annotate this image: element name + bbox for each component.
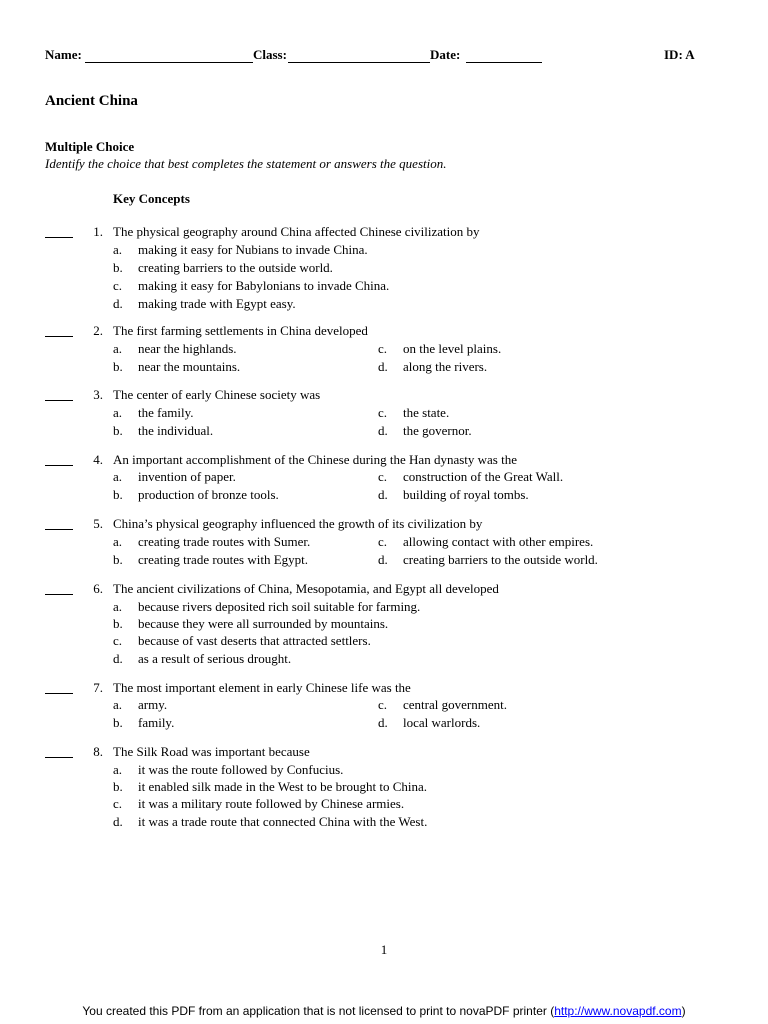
class-field-line[interactable] (288, 62, 430, 63)
date-field-line[interactable] (466, 62, 542, 63)
option-a: a. because rivers deposited rich soil suitable for farming. (113, 599, 421, 614)
option-b: b. family. (113, 715, 175, 730)
question-stem: The Silk Road was important because (113, 744, 310, 759)
question-stem: The most important element in early Chinese life was the (113, 680, 411, 695)
option-b: b. the individual. (113, 423, 214, 438)
question-stem: The ancient civilizations of China, Mesopotamia, and Egypt all developed (113, 581, 499, 596)
option-a: a. making it easy for Nubians to invade China. (113, 242, 368, 257)
novapdf-notice (0, 1004, 768, 1018)
question-stem: China’s physical geography influenced the growth of its civilization by (113, 516, 483, 531)
option-c: c. on the level plains. (378, 341, 502, 356)
answer-blank[interactable] (45, 465, 73, 466)
answer-blank[interactable] (45, 757, 73, 758)
option-d: d. it was a trade route that connected China with the West. (113, 814, 428, 829)
option-a: a. it was the route followed by Confucius. (113, 762, 344, 777)
notice-close: ) (681, 1004, 686, 1018)
question-number: 1. (93, 224, 103, 239)
option-b: b. it enabled silk made in the West to be brought to China. (113, 779, 427, 794)
option-c: c. it was a military route followed by Chinese armies. (113, 796, 405, 811)
question-number: 6. (93, 581, 103, 596)
question-number: 5. (93, 516, 103, 531)
question-number: 7. (93, 680, 103, 695)
option-d: d. as a result of serious drought. (113, 651, 292, 666)
date-label: Date: (430, 47, 461, 62)
option-b: b. near the mountains. (113, 359, 241, 374)
answer-blank[interactable] (45, 336, 73, 337)
question-number: 4. (93, 452, 103, 467)
subsection-title: Key Concepts (113, 191, 190, 206)
page-number: 1 (380, 942, 388, 957)
option-a: a. near the highlands. (113, 341, 237, 356)
name-label: Name: (45, 47, 82, 62)
option-a: a. the family. (113, 405, 194, 420)
answer-blank[interactable] (45, 693, 73, 694)
option-d: d. along the rivers. (378, 359, 488, 374)
instructions: Identify the choice that best completes the statement or answers the question. (45, 156, 447, 171)
worksheet-header (45, 47, 700, 65)
option-a: a. army. (113, 697, 168, 712)
option-b: b. production of bronze tools. (113, 487, 279, 502)
option-c: c. central government. (378, 697, 507, 712)
question-number: 3. (93, 387, 103, 402)
novapdf-link[interactable]: http://www.novapdf.com (554, 1004, 682, 1018)
id-label: ID: A (664, 47, 695, 62)
option-b: b. creating barriers to the outside world. (113, 260, 333, 275)
question-stem: An important accomplishment of the Chinese during the Han dynasty was the (113, 452, 517, 467)
option-d: d. the governor. (378, 423, 472, 438)
option-d: d. building of royal tombs. (378, 487, 529, 502)
option-c: c. construction of the Great Wall. (378, 469, 564, 484)
question-stem: The physical geography around China affected Chinese civilization by (113, 224, 480, 239)
question-number: 8. (93, 744, 103, 759)
option-a: a. creating trade routes with Sumer. (113, 534, 311, 549)
option-b: b. because they were all surrounded by mountains. (113, 616, 389, 631)
option-c: c. the state. (378, 405, 450, 420)
answer-blank[interactable] (45, 400, 73, 401)
option-d: d. making trade with Egypt easy. (113, 296, 296, 311)
option-a: a. invention of paper. (113, 469, 236, 484)
option-d: d. local warlords. (378, 715, 481, 730)
section-title: Multiple Choice (45, 139, 135, 154)
answer-blank[interactable] (45, 594, 73, 595)
notice-text: You created this PDF from an application that is not licensed to print to novaPDF printer ( (82, 1004, 555, 1018)
question-number: 2. (93, 323, 103, 338)
option-d: d. creating barriers to the outside world. (378, 552, 598, 567)
option-c: c. making it easy for Babylonians to invade China. (113, 278, 390, 293)
class-label: Class: (253, 47, 287, 62)
answer-blank[interactable] (45, 237, 73, 238)
answer-blank[interactable] (45, 529, 73, 530)
option-b: b. creating trade routes with Egypt. (113, 552, 309, 567)
option-c: c. because of vast deserts that attracted settlers. (113, 633, 371, 648)
name-field-line[interactable] (85, 62, 253, 63)
option-c: c. allowing contact with other empires. (378, 534, 594, 549)
question-stem: The first farming settlements in China developed (113, 323, 368, 338)
question-stem: The center of early Chinese society was (113, 387, 321, 402)
worksheet-title: Ancient China (45, 93, 138, 109)
